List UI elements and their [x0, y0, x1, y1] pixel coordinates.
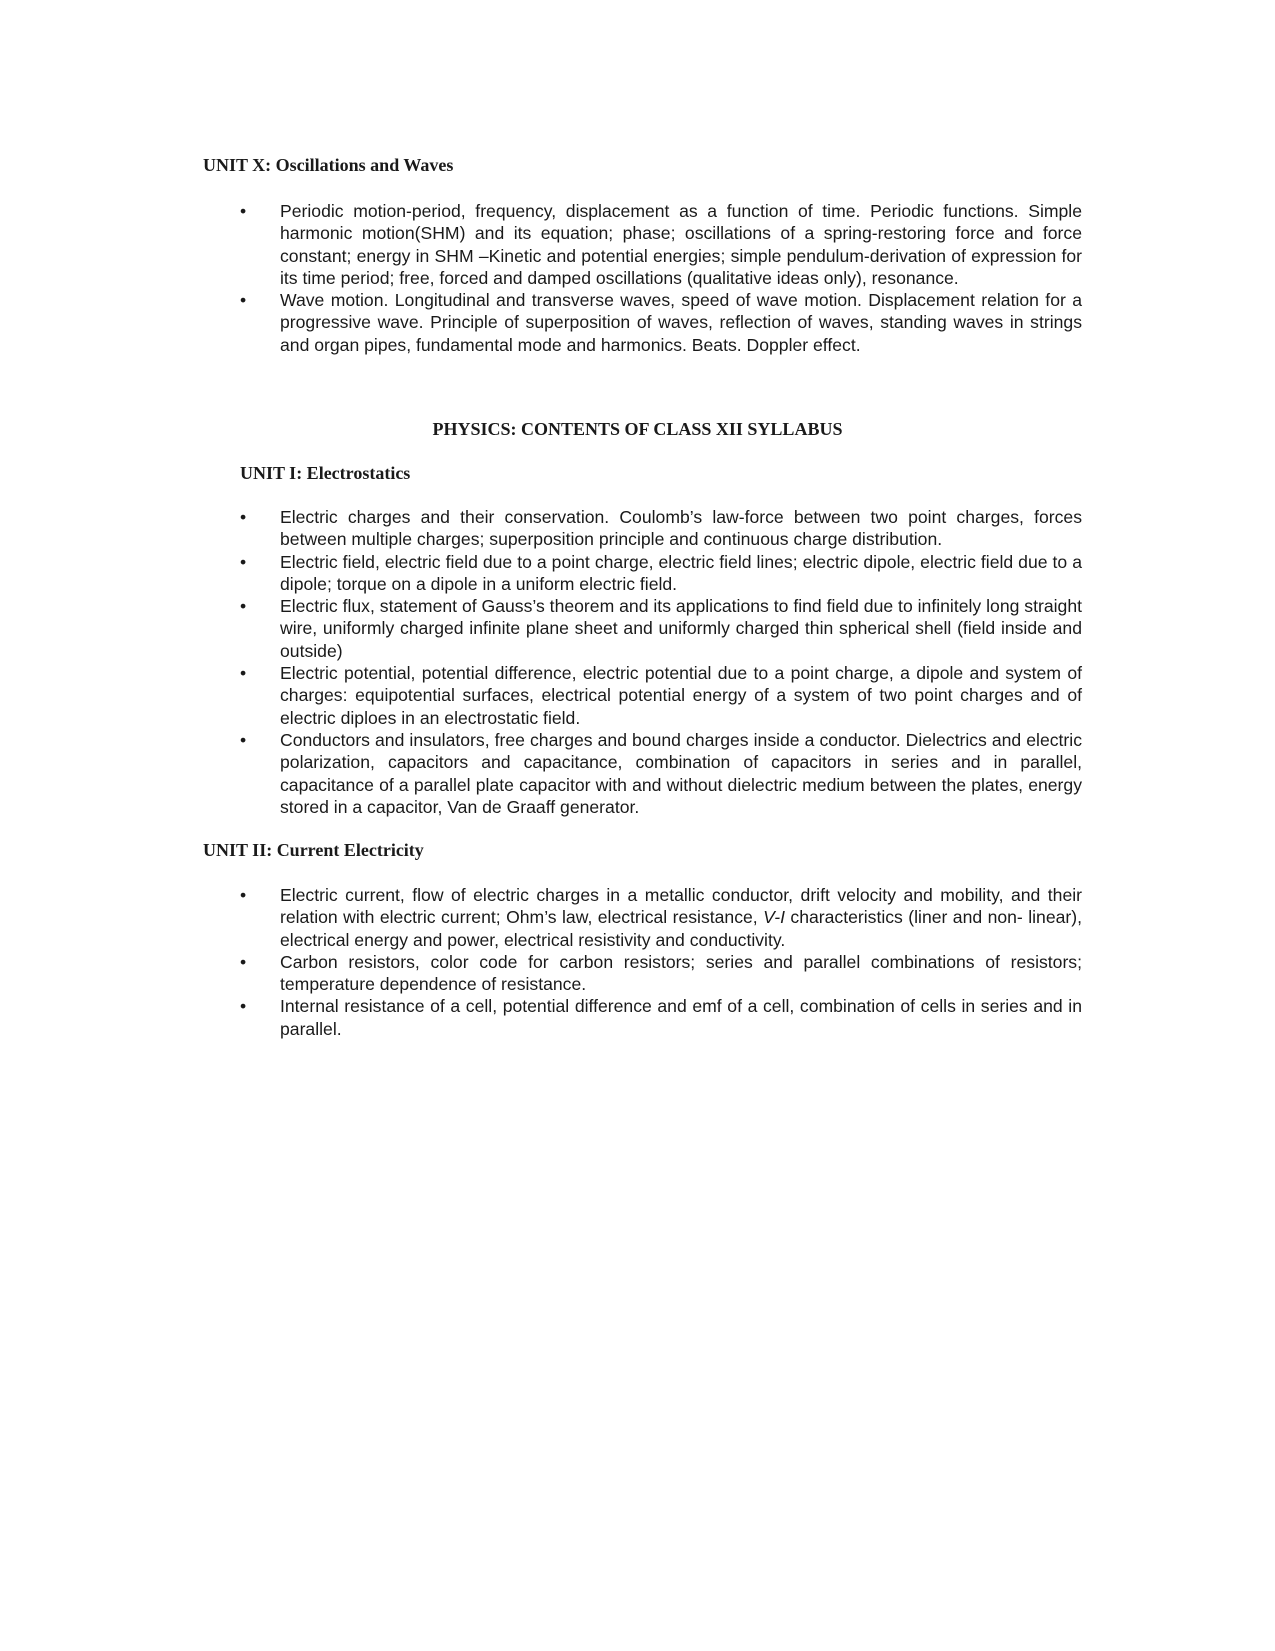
bullet-icon: • [240, 290, 247, 311]
unit-ii-list [240, 884, 1082, 1040]
unit-i-list [240, 506, 1082, 818]
bullet-icon: • [240, 996, 247, 1017]
class-xii-title: PHYSICS: CONTENTS OF CLASS XII SYLLABUS [432, 419, 843, 439]
bullet-icon: • [240, 201, 247, 221]
list-item-text: Conductors and insulators, free charges and bound charges inside a conductor. Dielectrics and electric polarization, capacitors and capacitance, combination of capacitors in series and in parallel, capacitance of a parallel plate capacitor with and without dielectric medium between the plates, energy stored in a capacitor, Van de Graaff generator. [280, 729, 1082, 817]
list-item [240, 289, 1082, 356]
list-item-text: Electric current, flow of electric charges in a metallic conductor, drift velocity and mobility, and their relation with electric current; Ohm’s law, electrical resistance, V-I characteristics (liner and non- linear), electrical energy and power, electrical resistivity and conductivity. [280, 885, 1082, 950]
list-item-text: Electric flux, statement of Gauss’s theorem and its applications to find field due to infinitely long straight wire, uniformly charged infinite plane sheet and uniformly charged thin spherical shell (field inside and outside) [280, 596, 1082, 661]
bullet-icon: • [240, 551, 247, 572]
list-item [240, 951, 1082, 996]
unit-x-heading: UNIT X: Oscillations and Waves [203, 155, 454, 175]
bullet-icon: • [240, 663, 247, 684]
bullet-icon: • [240, 885, 247, 905]
list-item-text: Internal resistance of a cell, potential difference and emf of a cell, combination of cells in series and in parallel. [280, 996, 1082, 1039]
list-item [240, 729, 1082, 818]
list-item [240, 884, 1082, 951]
unit-x-list [240, 200, 1082, 356]
list-item [240, 662, 1082, 729]
list-item-text: Wave motion. Longitudinal and transverse waves, speed of wave motion. Displacement relation for a progressive wave. Principle of superposition of waves, reflection of waves, standing waves in strings and organ pipes, fundamental mode and harmonics. Beats. Doppler effect. [280, 290, 1082, 355]
list-item [240, 506, 1082, 551]
list-item-text: Carbon resistors, color code for carbon resistors; series and parallel combinations of resistors; temperature dependence of resistance. [280, 951, 1082, 995]
bullet-icon: • [240, 951, 247, 972]
bullet-icon: • [240, 596, 247, 617]
list-item-text: Electric field, electric field due to a point charge, electric field lines; electric dipole, electric field due to a dipole; torque on a dipole in a uniform electric field. [280, 551, 1082, 594]
unit-i-heading: UNIT I: Electrostatics [240, 463, 411, 483]
list-item [240, 595, 1082, 662]
bullet-icon: • [240, 729, 247, 750]
list-item [240, 200, 1082, 289]
list-item [240, 995, 1082, 1040]
list-item-text: Electric potential, potential difference, electric potential due to a point charge, a dipole and system of charges: equipotential surfaces, electrical potential energy of a system of two point charges and of electric diploes in an electrostatic field. [280, 663, 1082, 728]
list-item-text: Periodic motion-period, frequency, displacement as a function of time. Periodic functions. Simple harmonic motion(SHM) and its equation; phase; oscillations of a spring-restoring force and force constant; energy in SHM –Kinetic and potential energies; simple pendulum-derivation of expression for its time period; free, forced and damped oscillations (qualitative ideas only), resonance. [280, 201, 1082, 288]
unit-ii-heading: UNIT II: Current Electricity [203, 840, 424, 860]
bullet-icon: • [240, 507, 247, 527]
list-item-text: Electric charges and their conservation. Coulomb’s law-force between two point charges, forces between multiple charges; superposition principle and continuous charge distribution. [280, 507, 1082, 550]
list-item [240, 551, 1082, 596]
